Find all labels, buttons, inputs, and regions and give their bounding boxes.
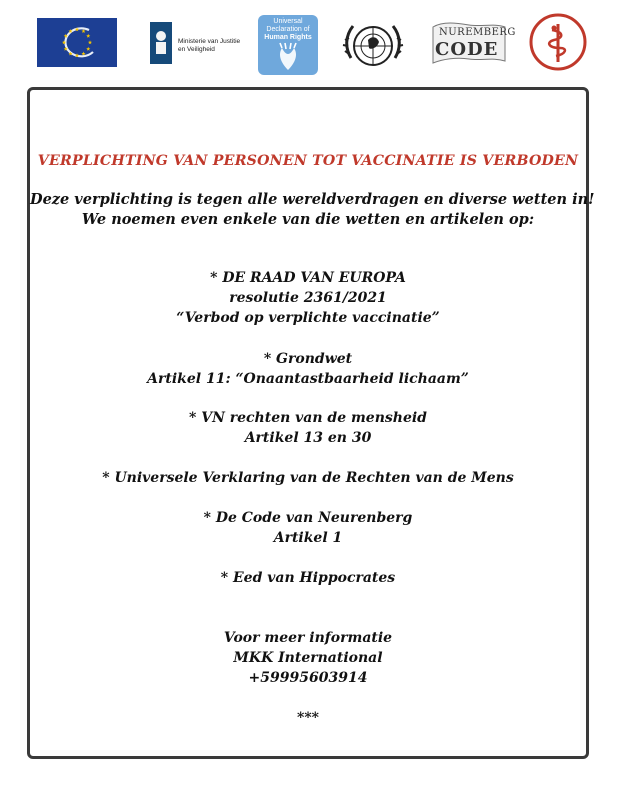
dove-hand-icon xyxy=(270,42,306,72)
item-5-line-2: Artikel 1 xyxy=(273,530,343,546)
item-2-line-2: Artikel 11: “Onaantastbaarheid lichaam” xyxy=(147,371,469,387)
item-1-line-2: resolutie 2361/2021 xyxy=(229,290,387,306)
contact-line-2: MKK International xyxy=(233,650,383,666)
item-1-title: * DE RAAD VAN EUROPA xyxy=(210,270,406,286)
ministerie-logo xyxy=(148,18,248,68)
item-5-title: * De Code van Neurenberg xyxy=(203,510,413,526)
council-of-europe-logo xyxy=(37,18,117,67)
nuremberg-bottom-text: CODE xyxy=(435,39,499,60)
logo-bar xyxy=(0,0,619,84)
united-nations-logo xyxy=(341,18,405,74)
nuremberg-top-text: NUREMBERG xyxy=(439,27,516,38)
headline: VERPLICHTING VAN PERSONEN TOT VACCINATIE IS VERBODEN xyxy=(37,153,579,169)
udhr-line-2: Declaration of xyxy=(266,26,310,33)
document-frame xyxy=(27,87,595,759)
nuremberg-code-logo xyxy=(427,17,516,69)
contact-line-3: +59995603914 xyxy=(248,670,368,686)
item-4-title: * Universele Verklaring van de Rechten van de Mens xyxy=(102,470,514,486)
udhr-line-3: Human Rights xyxy=(264,34,312,41)
un-emblem-icon xyxy=(341,18,405,74)
contact-line-1: Voor meer informatie xyxy=(223,630,393,646)
intro-line-2: We noemen even enkele van die wetten en artikelen op: xyxy=(81,211,535,228)
rod-of-asclepius-icon xyxy=(528,12,588,72)
udhr-line-1: Universal xyxy=(273,18,303,25)
item-3-line-2: Artikel 13 en 30 xyxy=(244,430,372,446)
eu-stars-flag-icon xyxy=(37,18,117,67)
intro-line-1: Deze verplichting is tegen alle wereldverdragen en diverse wetten in! xyxy=(30,191,595,208)
item-1-line-3: “Verbod op verplichte vaccinatie” xyxy=(176,310,440,326)
item-3-title: * VN rechten van de mensheid xyxy=(189,410,427,426)
item-6-title: * Eed van Hippocrates xyxy=(220,570,396,586)
ministerie-text: Ministerie van Justitie en Veiligheid xyxy=(178,38,241,53)
item-2-title: * Grondwet xyxy=(263,351,353,367)
hippocrates-logo xyxy=(528,12,588,72)
footer-asterisks: *** xyxy=(297,710,319,726)
udhr-logo xyxy=(258,15,318,75)
dutch-coat-of-arms-icon xyxy=(150,22,172,64)
